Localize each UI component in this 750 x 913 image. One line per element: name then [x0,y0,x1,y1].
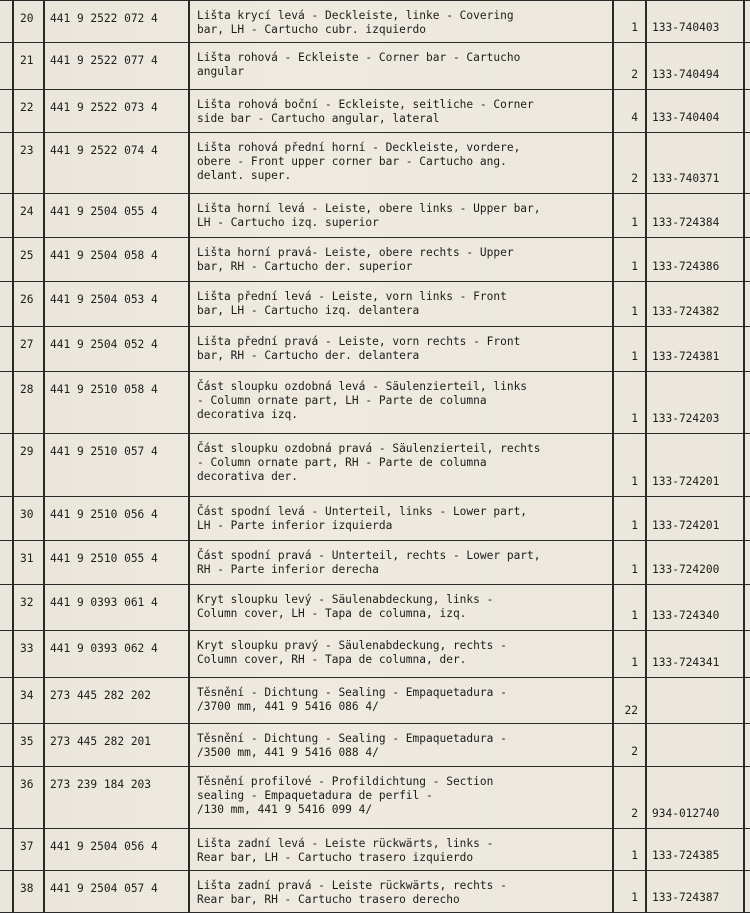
table-row [0,194,750,238]
table-row [0,90,750,133]
quantity: 1 [631,21,638,34]
quantity: 4 [631,111,638,124]
table-row [0,678,750,724]
description-line: LH - Cartucho izq. superior [197,216,379,230]
quantity: 1 [631,609,638,622]
part-number: 441 9 2510 057 4 [50,445,158,458]
order-number: 133-740371 [652,172,720,185]
description-line: Část spodní levá - Unterteil, links - Lower part, [197,505,528,518]
description-line: /130 mm, 441 9 5416 099 4/ [197,803,373,817]
order-number: 934-012740 [652,807,720,820]
part-number: 441 9 2504 052 4 [50,338,158,351]
part-number: 273 445 282 201 [50,735,152,748]
item-number: 38 [20,882,34,895]
description-line: LH - Parte inferior izquierda [197,519,393,533]
quantity: 1 [631,305,638,318]
order-number: 133-724201 [652,475,720,488]
quantity: 1 [631,519,638,532]
quantity: 1 [631,260,638,273]
description-line: delant. super. [197,169,292,183]
description-line: Lišta přední pravá - Leiste, vorn rechts - Front [197,335,521,348]
description-line: /3700 mm, 441 9 5416 086 4/ [197,700,379,714]
item-number: 21 [20,54,34,67]
order-number: 133-724382 [652,305,720,318]
order-number: 133-724341 [652,656,720,669]
quantity: 1 [631,563,638,576]
table-row [0,585,750,631]
part-number: 273 445 282 202 [50,689,152,702]
quantity: 2 [631,807,638,820]
quantity: 2 [631,172,638,185]
table-row [0,829,750,871]
description-line: bar, RH - Cartucho der. superior [197,260,413,274]
item-number: 34 [20,689,34,702]
table-row [0,327,750,372]
order-number: 133-724386 [652,260,720,273]
description-line: Rear bar, RH - Cartucho trasero derecho [197,893,460,907]
description-line: Column cover, RH - Tapa de columna, der. [197,653,467,667]
part-number: 273 239 184 203 [50,778,152,791]
description-line: Lišta zadní pravá - Leiste rückwärts, rechts - [197,879,507,892]
part-number: 441 9 2504 058 4 [50,249,158,262]
description-line: side bar - Cartucho angular, lateral [197,112,440,126]
quantity: 1 [631,412,638,425]
quantity: 2 [631,745,638,758]
table-row [0,767,750,829]
item-number: 36 [20,778,34,791]
description-line: decorativa izq. [197,408,299,422]
description-line: bar, RH - Cartucho der. delantera [197,349,420,363]
description-line: bar, LH - Cartucho cubr. izquierdo [197,23,427,37]
description-line: Těsnění profilové - Profildichtung - Section [197,775,494,788]
description-line: Lišta rohová boční - Eckleiste, seitliche - Corner [197,98,534,111]
description-line: obere - Front upper corner bar - Cartucho ang. [197,155,507,169]
order-number: 133-740494 [652,68,720,81]
quantity: 2 [631,68,638,81]
order-number: 133-724381 [652,350,720,363]
part-number: 441 9 2504 053 4 [50,293,158,306]
description-line: Lišta přední levá - Leiste, vorn links - Front [197,290,507,303]
description-line: Těsnění - Dichtung - Sealing - Empaquetadura - [197,686,507,699]
item-number: 24 [20,205,34,218]
part-number: 441 9 2510 055 4 [50,552,158,565]
part-number: 441 9 2510 058 4 [50,383,158,396]
table-row [0,434,750,497]
description-line: Lišta zadní levá - Leiste rückwärts, links - [197,837,494,850]
item-number: 26 [20,293,34,306]
description-line: decorativa der. [197,470,299,484]
description-line: - Column ornate part, LH - Parte de columna [197,394,487,408]
description-line: Lišta rohová - Eckleiste - Corner bar - Cartucho [197,51,521,64]
item-number: 37 [20,840,34,853]
item-number: 30 [20,508,34,521]
description-line: Lišta horní levá - Leiste, obere links - Upper bar, [197,202,541,215]
order-number: 133-724384 [652,216,720,229]
order-number: 133-740403 [652,21,720,34]
part-number: 441 9 2510 056 4 [50,508,158,521]
part-number: 441 9 2504 055 4 [50,205,158,218]
item-number: 23 [20,144,34,157]
item-number: 20 [20,12,34,25]
quantity: 1 [631,475,638,488]
description-line: angular [197,65,245,79]
table-row [0,0,750,43]
description-line: Lišta horní pravá- Leiste, obere rechts - Upper [197,246,514,259]
description-line: Kryt sloupku pravý - Säulenabdeckung, rechts - [197,639,507,652]
description-line: /3500 mm, 441 9 5416 088 4/ [197,746,379,760]
order-number: 133-724387 [652,891,720,904]
item-number: 32 [20,596,34,609]
table-row [0,724,750,767]
quantity: 1 [631,350,638,363]
table-row [0,631,750,678]
table-row [0,541,750,585]
description-line: RH - Parte inferior derecha [197,563,379,577]
description-line: Část sloupku ozdobná pravá - Säulenzierteil, rechts [197,442,541,455]
description-line: Rear bar, LH - Cartucho trasero izquierdo [197,851,474,865]
item-number: 29 [20,445,34,458]
description-line: Část sloupku ozdobná levá - Säulenzierteil, links [197,380,528,393]
item-number: 31 [20,552,34,565]
description-line: Část spodní pravá - Unterteil, rechts - Lower part, [197,549,541,562]
order-number: 133-724201 [652,519,720,532]
table-row [0,871,750,913]
quantity: 22 [624,704,638,717]
order-number: 133-724385 [652,849,720,862]
part-number: 441 9 2522 073 4 [50,101,158,114]
quantity: 1 [631,849,638,862]
quantity: 1 [631,891,638,904]
description-line: Těsnění - Dichtung - Sealing - Empaquetadura - [197,732,507,745]
item-number: 28 [20,383,34,396]
description-line: Lišta rohová přední horní - Deckleiste, vordere, [197,141,521,154]
table-row [0,372,750,434]
part-number: 441 9 2522 072 4 [50,12,158,25]
table-row [0,282,750,327]
quantity: 1 [631,656,638,669]
order-number: 133-724203 [652,412,720,425]
part-number: 441 9 2522 074 4 [50,144,158,157]
table-row [0,238,750,282]
quantity: 1 [631,216,638,229]
item-number: 33 [20,642,34,655]
table-row [0,133,750,194]
item-number: 35 [20,735,34,748]
description-line: Lišta krycí levá - Deckleiste, linke - Covering [197,9,514,22]
description-line: - Column ornate part, RH - Parte de columna [197,456,487,470]
order-number: 133-740404 [652,111,720,124]
part-number: 441 9 0393 061 4 [50,596,158,609]
table-row [0,497,750,541]
description-line: Kryt sloupku levý - Säulenabdeckung, links - [197,593,494,606]
item-number: 25 [20,249,34,262]
description-line: sealing - Empaquetadura de perfil - [197,789,433,803]
description-line: Column cover, LH - Tapa de columna, izq. [197,607,467,621]
part-number: 441 9 2504 057 4 [50,882,158,895]
item-number: 22 [20,101,34,114]
table-row [0,43,750,90]
item-number: 27 [20,338,34,351]
order-number: 133-724340 [652,609,720,622]
part-number: 441 9 0393 062 4 [50,642,158,655]
part-number: 441 9 2504 056 4 [50,840,158,853]
description-line: bar, LH - Cartucho izq. delantera [197,304,420,318]
part-number: 441 9 2522 077 4 [50,54,158,67]
order-number: 133-724200 [652,563,720,576]
